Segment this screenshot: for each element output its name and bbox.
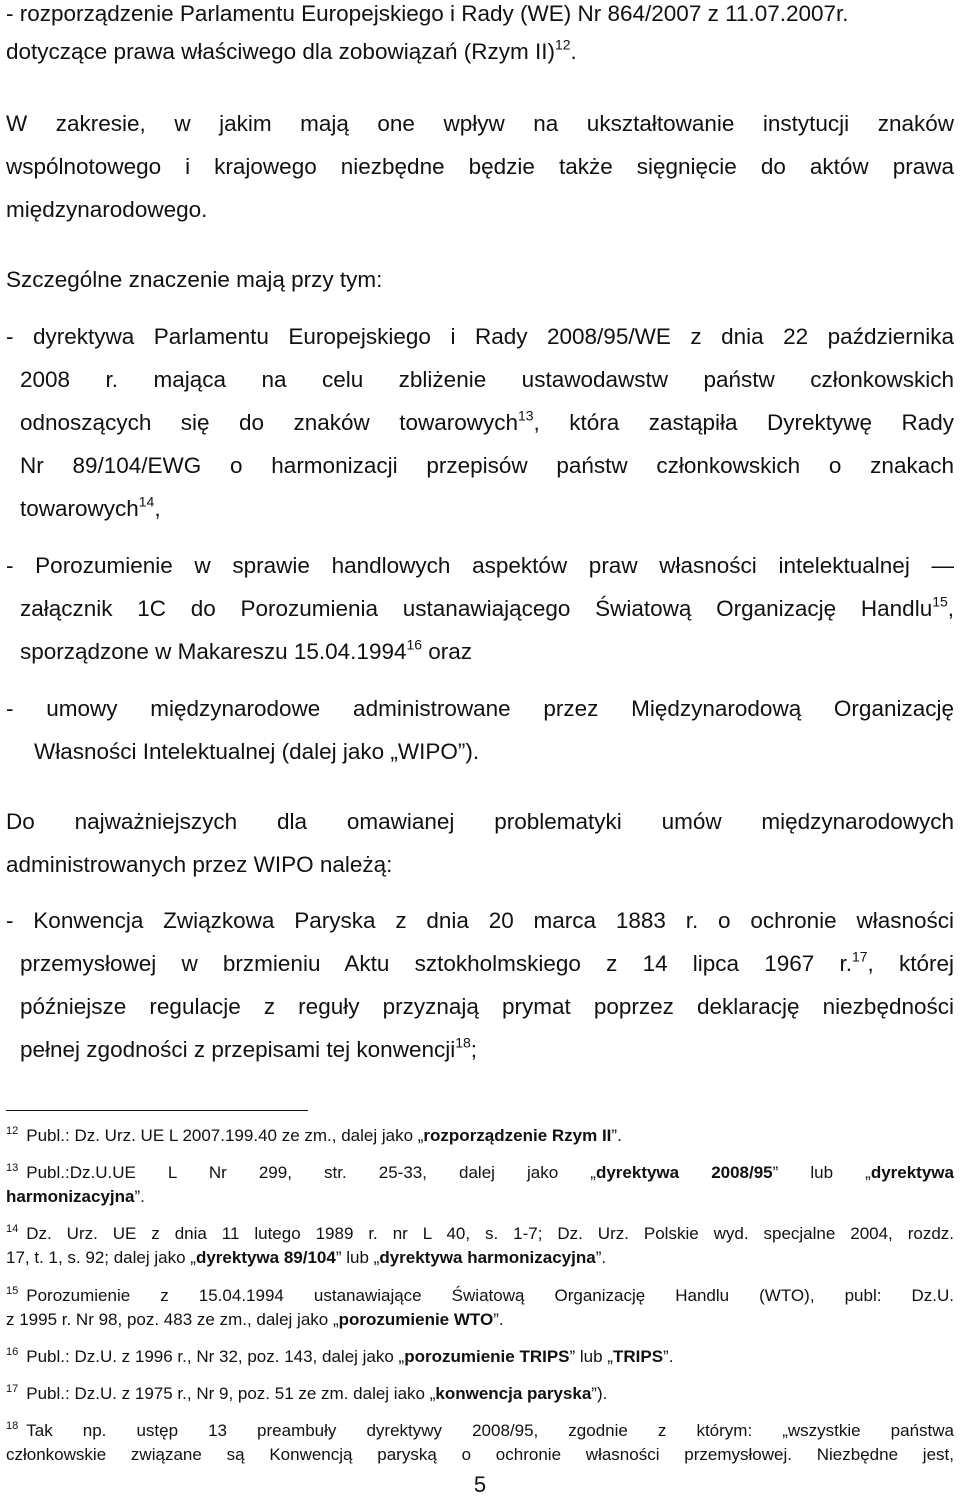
list-item-line: pełnej zgodności z przepisami tej konwencji$^{18}$; — [20, 1034, 478, 1062]
list-item-line: przemysłowej w brzmieniu Aktu sztokholmskiego z 14 lipca 1967 r.$^{17}$, której — [20, 948, 954, 976]
list-item-line: - Konwencja Związkowa Paryska z dnia 20 marca 1883 r. o ochronie własności — [6, 908, 954, 933]
footnote-16: $^{16}$ Publ.: Dz.U. z 1996 r., Nr 32, poz. 143, dalej jako „porozumienie TRIPS” lub „TRIPS”. — [6, 1346, 674, 1366]
paragraph-line: administrowanych przez WIPO należą: — [6, 852, 393, 877]
footnote-ref[interactable]: 13 — [518, 407, 534, 424]
paragraph-line: Szczególne znaczenie mają przy tym: — [6, 267, 383, 292]
footnote-13-cont: harmonizacyjna”. — [6, 1187, 145, 1206]
list-item-line: - dyrektywa Parlamentu Europejskiego i Rady 2008/95/WE z dnia 22 października — [6, 324, 954, 349]
footnote-14-cont: 17, t. 1, s. 92; dalej jako „dyrektywa 89/104” lub „dyrektywa harmonizacyjna”. — [6, 1248, 607, 1267]
list-item-line: Własności Intelektualnej (dalej jako „WIPO”). — [34, 739, 480, 764]
footnote-separator — [6, 1110, 308, 1111]
footnote-14: $^{14}$ Dz. Urz. UE z dnia 11 lutego 1989 r. nr L 40, s. 1-7; Dz. Urz. Polskie wyd. specjalne 2004, rozdz. — [6, 1223, 954, 1243]
page-number: 5 — [473, 1472, 487, 1497]
list-item-line: Nr 89/104/EWG o harmonizacji przepisów państw członkowskich o znakach — [20, 453, 954, 478]
list-item-line: - Porozumienie w sprawie handlowych aspektów praw własności intelektualnej — — [6, 553, 954, 578]
list-item-line: załącznik 1C do Porozumienia ustanawiającego Światową Organizację Handlu$^{15}$, — [20, 593, 954, 621]
paragraph-line: W zakresie, w jakim mają one wpływ na ukształtowanie instytucji znaków — [6, 111, 954, 136]
list-item-line: - umowy międzynarodowe administrowane przez Międzynarodową Organizację — [6, 696, 954, 721]
footnote-ref[interactable]: 17 — [852, 948, 868, 965]
footnote-ref[interactable]: 16 — [406, 636, 423, 653]
list-item-line: 2008 r. mająca na celu zbliżenie ustawodawstw państw członkowskich — [20, 367, 954, 392]
footnote-ref[interactable]: 15 — [932, 593, 948, 610]
footnote-ref[interactable]: 14 — [138, 493, 155, 510]
footnote-18: $^{18}$ Tak np. ustęp 13 preambuły dyrektywy 2008/95, zgodnie z którym: „wszystkie państwa — [6, 1420, 954, 1440]
footnote-15-cont: z 1995 r. Nr 98, poz. 483 ze zm., dalej jako „porozumienie WTO”. — [6, 1310, 504, 1329]
footnote-13: $^{13}$ Publ.:Dz.U.UE L Nr 299, str. 25-33, dalej jako „dyrektywa 2008/95” lub „dyrektywa — [6, 1162, 954, 1182]
footnote-18-cont: członkowskie związane są Konwencją paryską o ochronie własności przemysłowej. Niezbędne jest, — [6, 1445, 954, 1464]
list-item-line: odnoszących się do znaków towarowych$^{13}$, która zastąpiła Dyrektywę Rady — [20, 407, 954, 435]
paragraph-line: Do najważniejszych dla omawianej problematyki umów międzynarodowych — [6, 809, 954, 834]
list-item-line: sporządzone w Makareszu 15.04.1994$^{16}$ oraz — [20, 636, 473, 664]
footnote-ref[interactable]: 18 — [455, 1034, 471, 1051]
footnote-12: $^{12}$ Publ.: Dz. Urz. UE L 2007.199.40 ze zm., dalej jako „rozporządzenie Rzym II”. — [6, 1125, 622, 1145]
list-item-line: towarowych$^{14}$, — [20, 493, 161, 521]
footnote-ref[interactable]: 12 — [554, 36, 571, 53]
footnote-17: $^{17}$ Publ.: Dz.U. z 1975 r., Nr 9, poz. 51 ze zm. dalej iako „konwencja paryska”). — [6, 1383, 608, 1403]
text-line: dotyczące prawa właściwego dla zobowiązań (Rzym II)$^{12}$. — [6, 36, 577, 64]
footnote-15: $^{15}$ Porozumienie z 15.04.1994 ustanawiające Światową Organizację Handlu (WTO), publ: Dz.U. — [6, 1285, 954, 1305]
text-line: - rozporządzenie Parlamentu Europejskiego i Rady (WE) Nr 864/2007 z 11.07.2007r. — [6, 1, 849, 26]
paragraph-line: wspólnotowego i krajowego niezbędne będzie także sięgnięcie do aktów prawa — [6, 154, 954, 179]
list-item-line: późniejsze regulacje z reguły przyznają prymat poprzez deklarację niezbędności — [20, 994, 954, 1019]
paragraph-line: międzynarodowego. — [6, 197, 208, 222]
